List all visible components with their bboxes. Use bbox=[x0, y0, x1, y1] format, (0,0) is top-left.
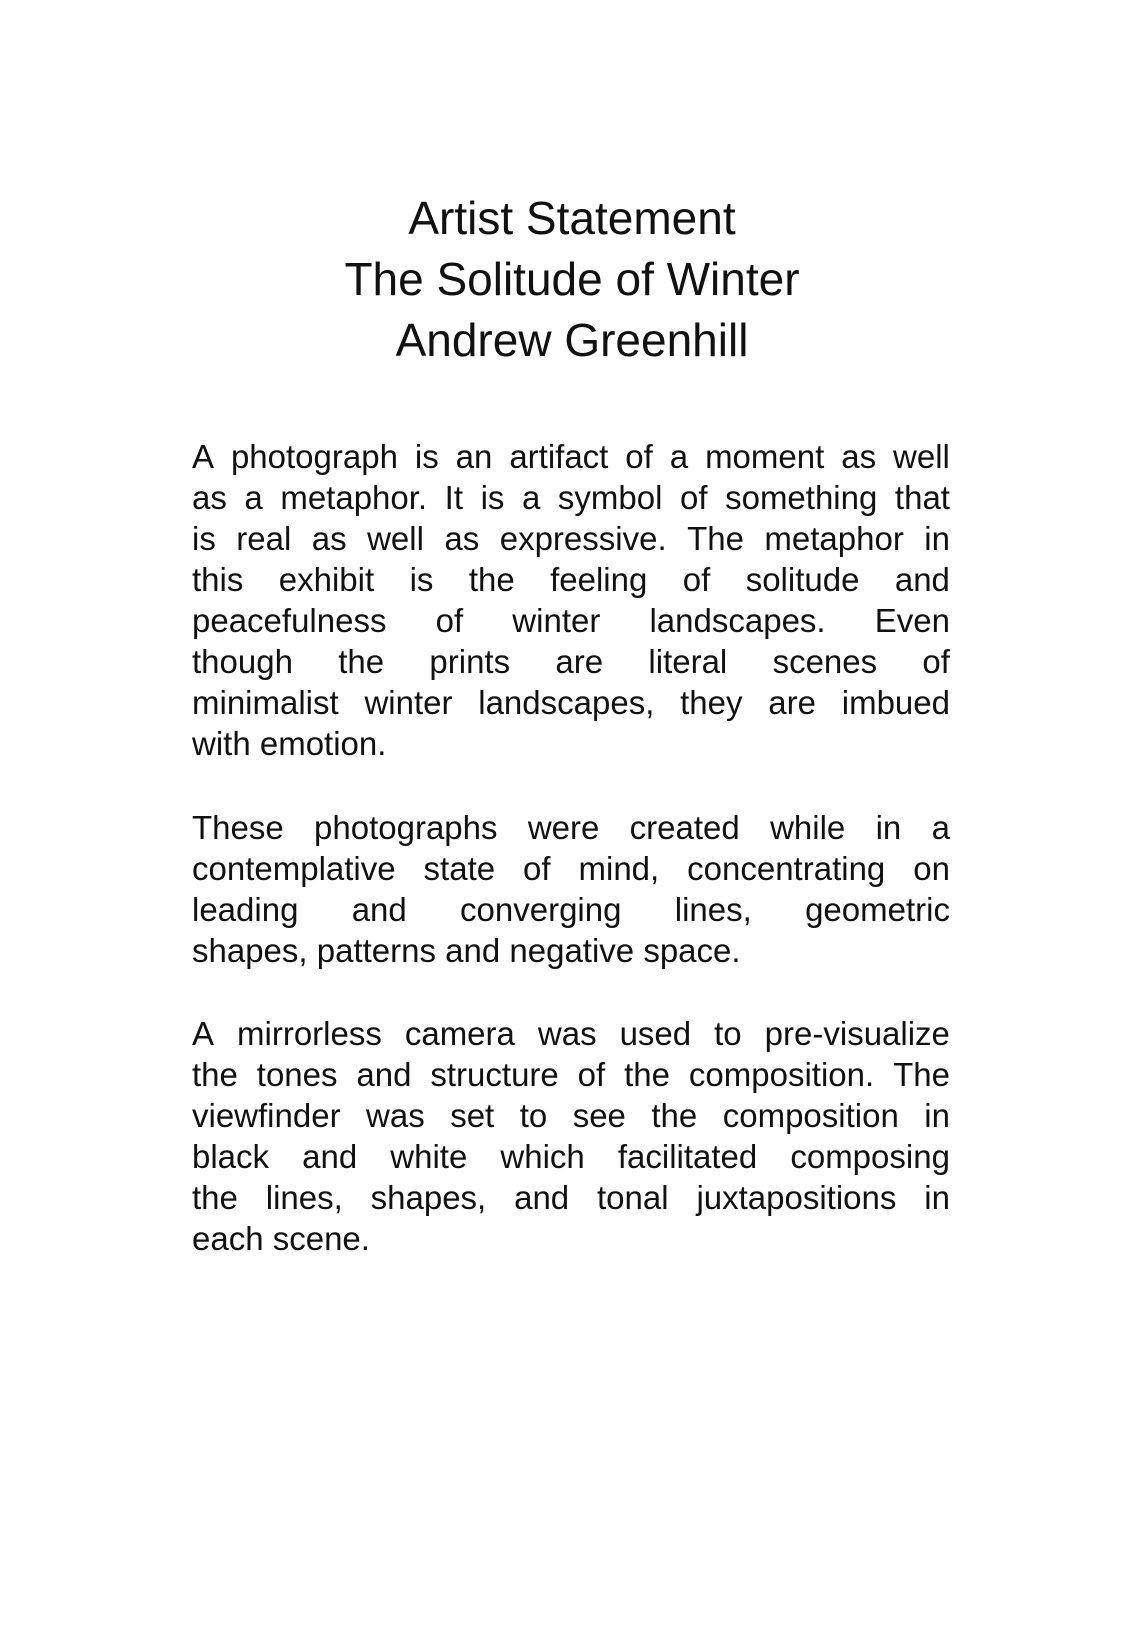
word: mirrorless bbox=[237, 1015, 382, 1052]
word: scenes bbox=[772, 643, 878, 680]
word: this bbox=[192, 561, 244, 598]
word: as bbox=[444, 520, 480, 557]
title-block bbox=[0, 188, 1144, 371]
word: to bbox=[714, 1015, 742, 1052]
word: concentrating bbox=[687, 850, 886, 887]
word: shapes, bbox=[370, 1179, 487, 1216]
word: are bbox=[555, 643, 604, 680]
paragraph-2 bbox=[192, 807, 950, 971]
word: The bbox=[893, 1056, 950, 1093]
word: were bbox=[527, 809, 600, 846]
word: in bbox=[924, 1097, 950, 1134]
word: on bbox=[913, 850, 950, 887]
word: well bbox=[893, 438, 950, 475]
word: lines, bbox=[265, 1179, 343, 1216]
paragraph-line bbox=[192, 1177, 950, 1218]
word: tonal bbox=[597, 1179, 669, 1216]
paragraph-line bbox=[192, 518, 950, 559]
word: the bbox=[192, 1179, 238, 1216]
paragraph-line: shapes, patterns and negative space. bbox=[192, 932, 741, 969]
word: of bbox=[682, 561, 711, 598]
word: A bbox=[192, 438, 215, 475]
word: was bbox=[537, 1015, 597, 1052]
word: was bbox=[366, 1097, 425, 1134]
word: black bbox=[192, 1138, 270, 1175]
word: as bbox=[841, 438, 877, 475]
paragraph-3 bbox=[192, 1013, 950, 1259]
word: winter bbox=[364, 684, 453, 721]
word: landscapes, bbox=[478, 684, 655, 721]
word: converging bbox=[460, 891, 622, 928]
word: state bbox=[423, 850, 496, 887]
word: used bbox=[619, 1015, 692, 1052]
paragraph-line bbox=[192, 807, 950, 848]
word: as bbox=[311, 520, 347, 557]
word: facilitated bbox=[617, 1138, 758, 1175]
word: moment bbox=[705, 438, 825, 475]
word: expressive. bbox=[499, 520, 667, 557]
word: of bbox=[435, 602, 464, 639]
word: and bbox=[894, 561, 950, 598]
paragraph-line bbox=[192, 436, 950, 477]
word: well bbox=[367, 520, 424, 557]
word: imbued bbox=[841, 684, 950, 721]
word: the bbox=[468, 561, 515, 598]
paragraph-line bbox=[192, 559, 950, 600]
word: of bbox=[922, 643, 950, 680]
word: an bbox=[455, 438, 493, 475]
word: of bbox=[523, 850, 551, 887]
word: the bbox=[624, 1056, 670, 1093]
word: leading bbox=[192, 891, 299, 928]
word: It bbox=[444, 479, 464, 516]
word: and bbox=[514, 1179, 570, 1216]
word: set bbox=[450, 1097, 495, 1134]
paragraph-line bbox=[192, 641, 950, 682]
word: is bbox=[409, 561, 434, 598]
word: in bbox=[924, 520, 950, 557]
word: mind, bbox=[578, 850, 660, 887]
word: created bbox=[629, 809, 740, 846]
word: a bbox=[931, 809, 950, 846]
word: exhibit bbox=[278, 561, 375, 598]
word: composition. bbox=[688, 1056, 875, 1093]
word: composing bbox=[790, 1138, 950, 1175]
paragraph-line bbox=[192, 848, 950, 889]
word: is bbox=[414, 438, 439, 475]
word: These bbox=[192, 809, 284, 846]
word: Even bbox=[874, 602, 950, 639]
word: composition bbox=[722, 1097, 899, 1134]
word: winter bbox=[512, 602, 601, 639]
word: the bbox=[338, 643, 385, 680]
word: real bbox=[236, 520, 292, 557]
word: peacefulness bbox=[192, 602, 387, 639]
paragraph-line bbox=[192, 889, 950, 930]
word: is bbox=[192, 520, 216, 557]
word: in bbox=[875, 809, 902, 846]
word: The bbox=[687, 520, 744, 557]
word: contemplative bbox=[192, 850, 396, 887]
word: photographs bbox=[314, 809, 498, 846]
paragraph-line bbox=[192, 1054, 950, 1095]
word: a bbox=[521, 479, 541, 516]
word: white bbox=[390, 1138, 468, 1175]
paragraph-line: each scene. bbox=[192, 1220, 370, 1257]
word: artifact bbox=[509, 438, 609, 475]
title-heading: Artist Statement bbox=[408, 192, 736, 244]
word: that bbox=[894, 479, 950, 516]
paragraph-line: with emotion. bbox=[192, 725, 387, 762]
paragraph-line bbox=[192, 682, 950, 723]
word: metaphor. bbox=[280, 479, 428, 516]
word: solitude bbox=[745, 561, 860, 598]
paragraph-line bbox=[192, 1136, 950, 1177]
word: literal bbox=[648, 643, 728, 680]
word: juxtapositions bbox=[696, 1179, 897, 1216]
word: to bbox=[519, 1097, 548, 1134]
word: of bbox=[680, 479, 708, 516]
word: though bbox=[192, 643, 293, 680]
word: the bbox=[651, 1097, 698, 1134]
word: prints bbox=[429, 643, 511, 680]
word: of bbox=[625, 438, 653, 475]
exhibit-title: The Solitude of Winter bbox=[344, 253, 800, 305]
word: of bbox=[577, 1056, 606, 1093]
word: viewfinder bbox=[192, 1097, 341, 1134]
word: are bbox=[768, 684, 816, 721]
paragraph-1 bbox=[192, 436, 950, 764]
word: and bbox=[356, 1056, 412, 1093]
word: they bbox=[680, 684, 743, 721]
word: while bbox=[770, 809, 846, 846]
word: is bbox=[480, 479, 505, 516]
word: feeling bbox=[550, 561, 648, 598]
word: camera bbox=[404, 1015, 515, 1052]
word: symbol bbox=[557, 479, 663, 516]
artist-name: Andrew Greenhill bbox=[395, 314, 749, 366]
word: something bbox=[725, 479, 878, 516]
word: see bbox=[572, 1097, 626, 1134]
word: A bbox=[192, 1015, 215, 1052]
word: as bbox=[192, 479, 227, 516]
word: in bbox=[924, 1179, 950, 1216]
paragraph-line bbox=[192, 477, 950, 518]
word: a bbox=[669, 438, 689, 475]
word: the bbox=[192, 1056, 238, 1093]
word: structure bbox=[430, 1056, 559, 1093]
word: which bbox=[500, 1138, 585, 1175]
word: lines, bbox=[674, 891, 752, 928]
word: photograph bbox=[230, 438, 398, 475]
word: and bbox=[351, 891, 407, 928]
word: a bbox=[244, 479, 263, 516]
word: geometric bbox=[805, 891, 950, 928]
word: minimalist bbox=[192, 684, 339, 721]
paragraph-line bbox=[192, 600, 950, 641]
word: tones bbox=[256, 1056, 338, 1093]
word: and bbox=[302, 1138, 358, 1175]
word: landscapes. bbox=[649, 602, 826, 639]
word: metaphor bbox=[764, 520, 904, 557]
word: pre-visualize bbox=[764, 1015, 950, 1052]
paragraph-line bbox=[192, 1013, 950, 1054]
paragraph-line bbox=[192, 1095, 950, 1136]
